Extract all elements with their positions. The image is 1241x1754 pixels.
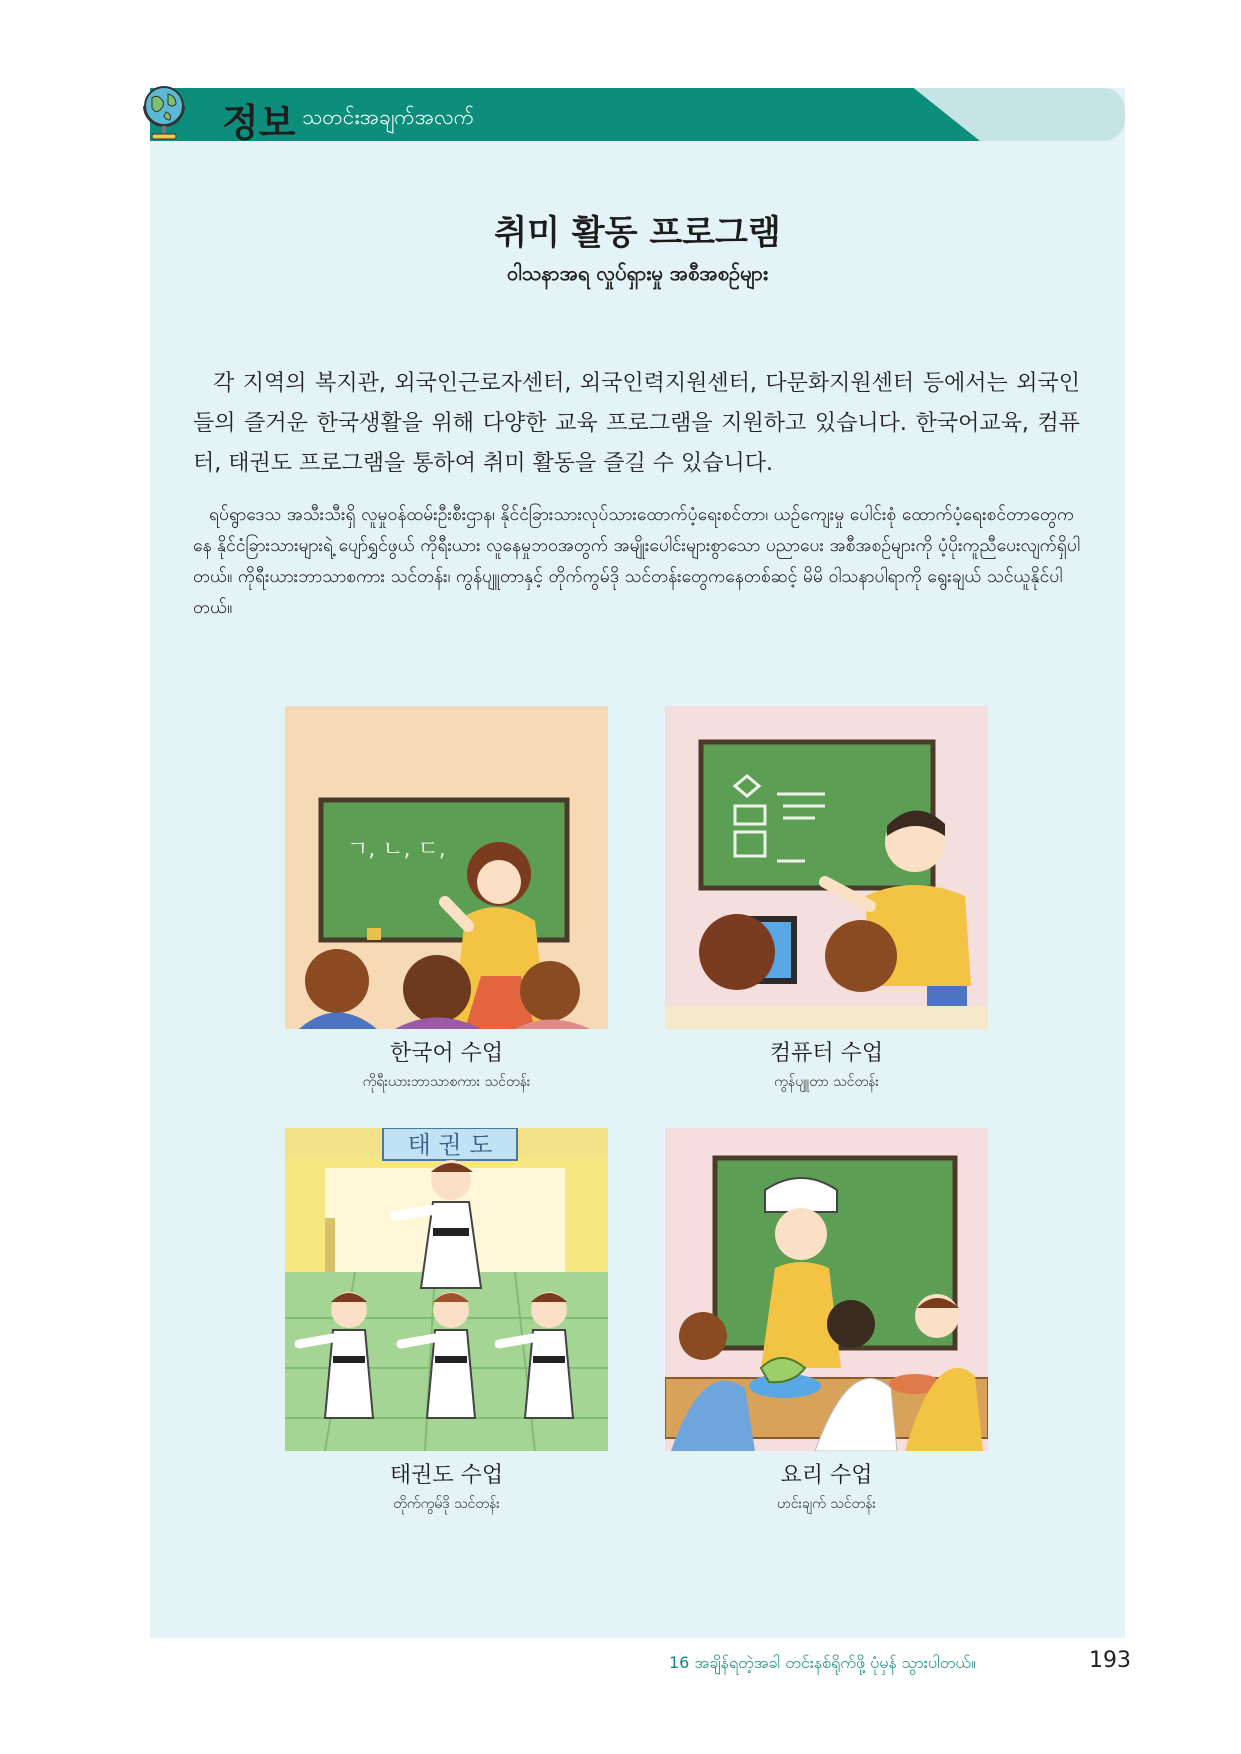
- korean-class-illustration: [285, 706, 608, 1029]
- caption-cooking-class-burmese: ဟင်းချက် သင်တန်း: [777, 1496, 876, 1512]
- caption-korean-class-burmese: ကိုရီးယားဘာသာစကား သင်တန်း: [362, 1074, 531, 1090]
- caption-korean-class: 한국어 수업: [389, 1041, 504, 1066]
- page-title: 취미 활동 프로그램: [494, 213, 781, 253]
- page-number: 193: [1089, 1648, 1131, 1673]
- paragraph-korean: 각 지역의 복지관, 외국인근로자센터, 외국인력지원센터, 다문화지원센터 등에서는 외국인들의 즐거운 한국생활을 위해 다양한 교육 프로그램을 지원하고 있습니다. 한국어교육, 컴퓨터, 태권도 프로그램을 통하여 취미 활동을 즐길 수 있습니다.: [193, 371, 1080, 476]
- page-subtitle: ဝါသနာအရ လှုပ်ရှားမှု အစီအစဉ်များ: [507, 261, 768, 285]
- paragraph-burmese: ရပ်ရွာဒေသ အသီးသီးရှိ လူမှုဝန်ထမ်းဦးစီးဌာန၊ နိုင်ငံခြားသားလုပ်သားထောက်ပံ့ရေးစင်တာ၊ ယဉ်ကျေးမှု ပေါင်းစုံ ထောက်ပံ့ရေးစင်တာတွေကနေ နိုင်ငံခြားသားများရဲ့ ပျော်ရွှင်ဖွယ် ကိုရီးယား လူနေမှုဘဝအတွက် အမျိုးပေါင်းများစွာသော ပညာပေး အစီအစဉ်များကို ပံ့ပိုးကူညီပေးလျက်ရှိပါတယ်။ ကိုရီးယားဘာသာစကား သင်တန်း၊ ကွန်ပျူတာနှင့် တိုက်ကွမ်ဒို သင်တန်းတွေကနေတစ်ဆင့် မိမိ ဝါသနာပါရာကို ရွေးချယ် သင်ယူနိုင်ပါတယ်။: [193, 505, 1080, 618]
- footer-chapter-title: 16 အချိန်ရတဲ့အခါ တင်းနစ်ရိုက်ဖို့ ပုံမှန် သွားပါတယ်။: [669, 1653, 976, 1672]
- header-subtitle: သတင်းအချက်အလက်: [302, 105, 475, 129]
- taekwondo-class-illustration: [285, 1128, 608, 1451]
- section-header: [150, 88, 1125, 141]
- cooking-class-illustration: [665, 1128, 988, 1451]
- board-text: ㄱ, ㄴ, ㄷ,: [347, 837, 446, 862]
- caption-taekwondo-class: 태권도 수업: [389, 1463, 504, 1488]
- caption-computer-class: 컴퓨터 수업: [769, 1041, 884, 1066]
- computer-class-illustration: [665, 706, 988, 1029]
- caption-cooking-class: 요리 수업: [780, 1463, 873, 1488]
- caption-computer-class-burmese: ကွန်ပျူတာ သင်တန်း: [774, 1074, 879, 1090]
- globe-icon: [140, 84, 188, 142]
- header-title: 정보: [222, 101, 296, 145]
- banner-text: 태 권 도: [407, 1131, 493, 1159]
- caption-taekwondo-class-burmese: တိုက်ကွမ်ဒို သင်တန်း: [393, 1496, 500, 1512]
